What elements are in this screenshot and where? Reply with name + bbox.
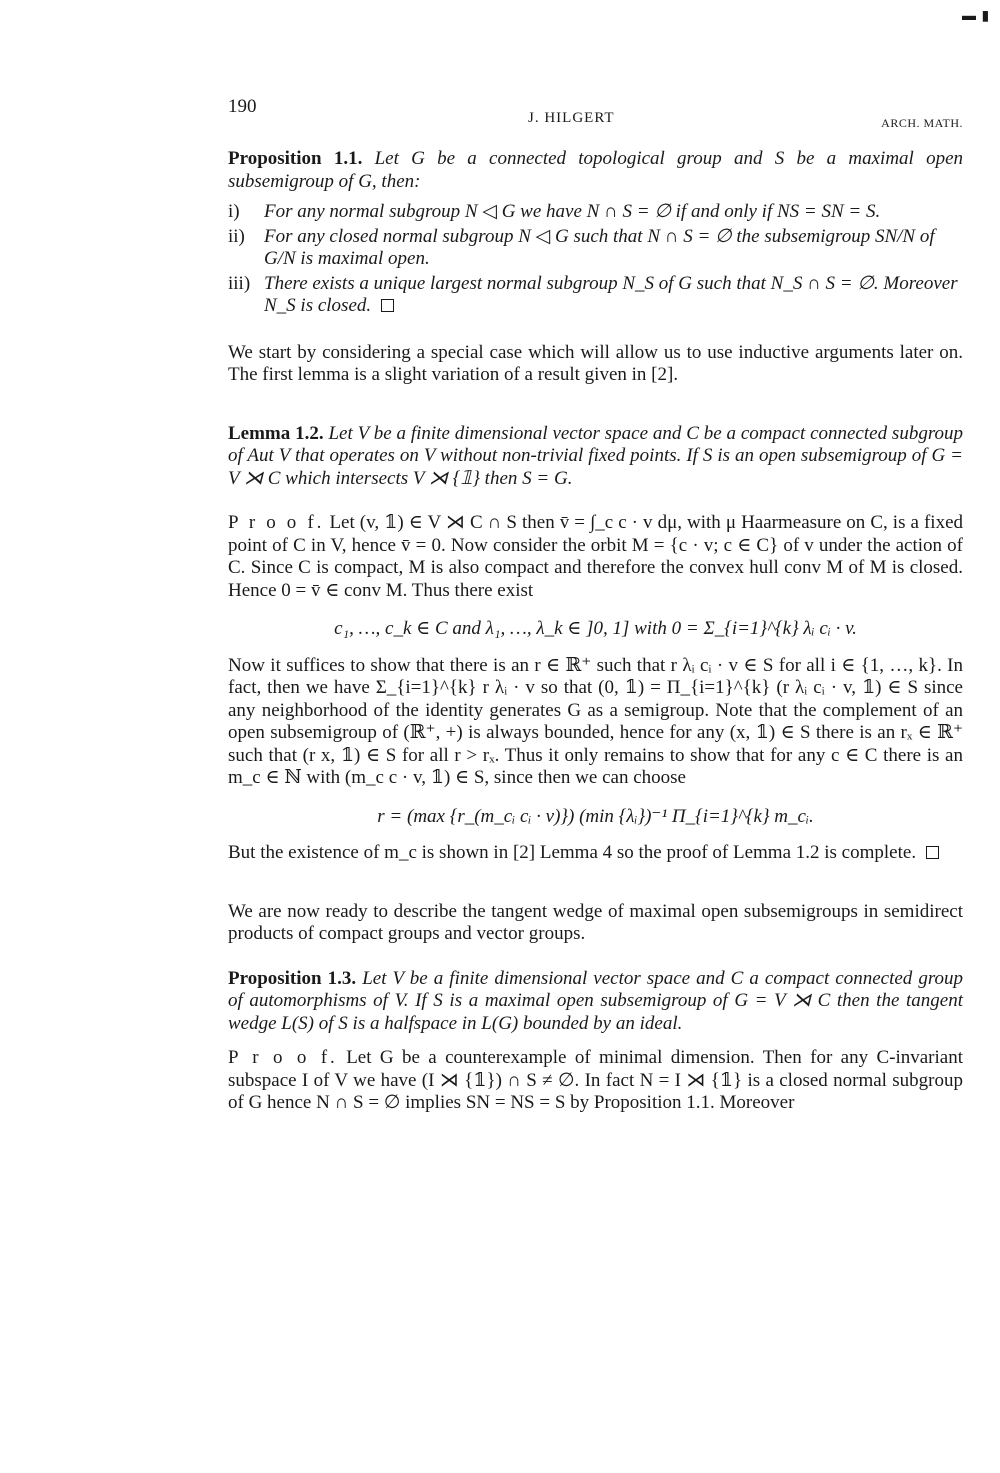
item-text: There exists a unique largest normal subgroup N_S of G such that N_S ∩ S = ∅. Moreover N_S is closed. (264, 272, 958, 316)
proof-1-2-text2: Now it suffices to show that there is an r ∈ ℝ⁺ such that r λᵢ cᵢ · v ∈ S for all i ∈ {1, …, k}. In fact, then we have Σ_{i=1}^{k} r λᵢ · v so that (0, 𝟙) = Π_{i=1}^{k} (r λᵢ cᵢ · v, 𝟙) ∈ S since any neighborhood of the identity generates G as a semigroup. Note that the complement of an open subsemigroup of (ℝ⁺, +) is always bounded, hence for any (x, 𝟙) ∈ S there is an rₓ ∈ ℝ⁺ such that (r x, 𝟙) ∈ S for all r > rₓ. Thus it only remains to show that for any c ∈ C there is an m_c ∈ ℕ with (m_c c · v, 𝟙) ∈ S, since then we can choose (228, 654, 963, 788)
lemma-1-2-text: Let V be a finite dimensional vector space and C be a compact connected subgroup of Aut V that operates on V without non-trivial fixed points. If S is an open subsemigroup of G = V ⋊ C which intersects V ⋊ {𝟙} then S = G. (228, 422, 964, 489)
item-number: iii) (228, 272, 251, 294)
display-equation-2: r = (max {r_(m_cᵢ cᵢ · v)}) (min {λᵢ})⁻¹ Π_{i=1}^{k} m_cᵢ. (377, 805, 814, 827)
qed-symbol (926, 846, 939, 859)
running-header (228, 96, 963, 136)
proposition-1-1-label: Proposition 1.1. (228, 148, 363, 169)
proof-1-2-part1 (228, 512, 963, 602)
proposition-1-3-text: Let V be a finite dimensional vector space and C a compact connected group of automorphisms of V. If S is a maximal open subsemigroup of G = V ⋊ C then the tangent wedge L(S) of S is a halfspace in L(G) bounded by an ideal. (228, 967, 964, 1034)
proposition-1-1 (228, 148, 963, 193)
list-item (228, 226, 963, 271)
proof-1-2-part3 (228, 842, 963, 865)
intro-paragraph: We start by considering a special case which will allow us to use inductive arguments later on. The first lemma is a slight variation of a result given in [2]. (228, 341, 963, 385)
lemma-1-2 (228, 423, 963, 491)
item-text: For any closed normal subgroup N ◁ G such that N ∩ S = ∅ the subsemigroup SN/N of G/N is maximal open. (264, 225, 935, 269)
proposition-1-1-text: Let G be a connected topological group and S be a maximal open subsemigroup of G, then: (228, 148, 964, 192)
item-text-wrap (264, 273, 963, 318)
margin-mark: ▬ ▮ (962, 9, 991, 24)
body-text (228, 148, 963, 1115)
item-text: For any normal subgroup N ◁ G we have N ∩ S = ∅ if and only if NS = SN = S. (264, 201, 881, 222)
item-number: i) (228, 201, 240, 222)
proposition-1-3 (228, 968, 963, 1036)
list-item (228, 273, 963, 318)
transition-paragraph: We are now ready to describe the tangent wedge of maximal open subsemigroups in semidirect products of compact groups and vector groups. (228, 900, 963, 944)
qed-symbol (381, 299, 394, 312)
proposition-1-1-items (228, 201, 963, 318)
journal-name: ARCH. MATH. (881, 116, 963, 130)
proof-1-2-text1: Let (v, 𝟙) ∈ V ⋊ C ∩ S then v̄ = ∫_c c · v dμ, with μ Haarmeasure on C, is a fixed point of C in V, hence v̄ = 0. Now consider the orbit M = {c · v; c ∈ C} of v under the action of C. Since C is compact, M is also compact and therefore the convex hull conv M of M is closed. Hence 0 = v̄ ∈ conv M. Thus there exist (228, 512, 964, 601)
item-number: ii) (228, 225, 245, 247)
list-item (228, 201, 963, 224)
proof-1-3-text: Let G be a counterexample of minimal dimension. Then for any C-invariant subspace I of V we have (I ⋊ {𝟙}) ∩ S ≠ ∅. In fact N = I ⋊ {𝟙} is a closed normal subgroup of G hence N ∩ S = ∅ implies SN = NS = S by Proposition 1.1. Moreover (228, 1047, 963, 1113)
display-equation-1: c₁, …, c_k ∈ C and λ₁, …, λ_k ∈ ]0, 1] with 0 = Σ_{i=1}^{k} λᵢ cᵢ · v. (334, 618, 857, 639)
page-number: 190 (228, 96, 257, 117)
proof-label: P r o o f. (228, 512, 325, 533)
proof-1-2-text3: But the existence of m_c is shown in [2] Lemma 4 so the proof of Lemma 1.2 is complete. (228, 842, 917, 863)
proposition-1-3-label: Proposition 1.3. (228, 967, 357, 989)
proof-label: P r o o f. (228, 1047, 338, 1068)
running-author: J. HILGERT (528, 110, 615, 126)
lemma-1-2-label: Lemma 1.2. (228, 422, 324, 444)
proof-1-3 (228, 1047, 963, 1115)
